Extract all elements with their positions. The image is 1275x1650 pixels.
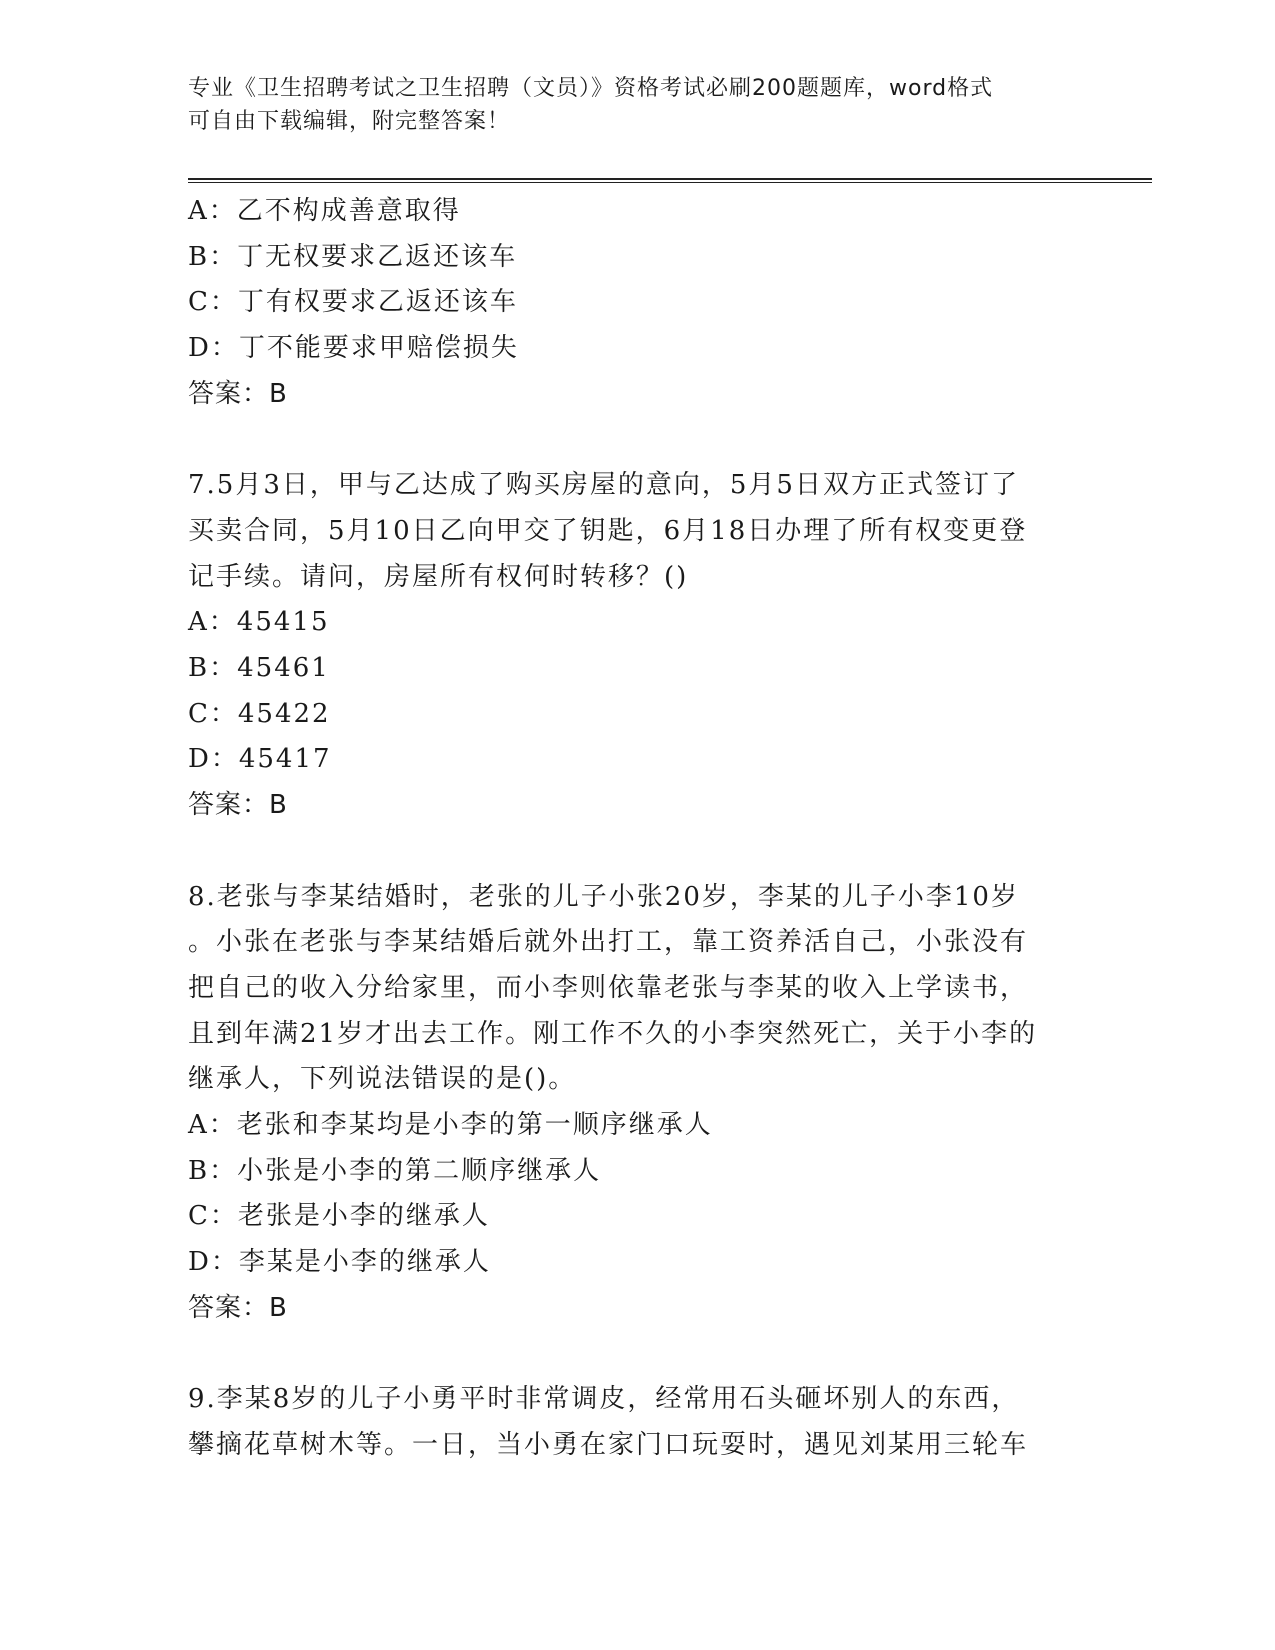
question-6-block [188, 189, 1088, 418]
question-text-line: 记手续。请问，房屋所有权何时转移？() [188, 561, 689, 592]
header-line-2: 可自由下载编辑，附完整答案！ [188, 109, 511, 134]
option-b: B：45461 [188, 653, 330, 684]
option-d: D：45417 [188, 744, 332, 775]
answer: 答案：B [188, 1292, 288, 1323]
option-b: B：小张是小李的第二顺序继承人 [188, 1155, 602, 1186]
question-8-block [188, 875, 1088, 1332]
question-text-line: 攀摘花草树木等。一日，当小勇在家门口玩耍时，遇见刘某用三轮车 [188, 1429, 1029, 1460]
question-text-line: 继承人，下列说法错误的是()。 [188, 1064, 577, 1095]
question-text-line: 。小张在老张与李某结婚后就外出打工，靠工资养活自己，小张没有 [188, 927, 1029, 958]
option-d: D：丁不能要求甲赔偿损失 [188, 333, 519, 364]
option-d: D：李某是小李的继承人 [188, 1247, 491, 1278]
option-c: C：老张是小李的继承人 [188, 1201, 490, 1232]
header-divider [188, 178, 1152, 183]
document-header [188, 72, 1068, 138]
option-c: C：丁有权要求乙返还该车 [188, 287, 518, 318]
option-a: A：老张和李某均是小李的第一顺序继承人 [188, 1110, 713, 1141]
question-text-line: 9.李某8岁的儿子小勇平时非常调皮，经常用石头砸坏别人的东西， [188, 1384, 1020, 1415]
question-text-line: 且到年满21岁才出去工作。刚工作不久的小李突然死亡，关于小李的 [188, 1018, 1038, 1049]
option-a: A：乙不构成善意取得 [188, 196, 461, 226]
option-b: B：丁无权要求乙返还该车 [188, 241, 518, 272]
option-c: C：45422 [188, 698, 331, 729]
option-a: A：45415 [188, 607, 330, 638]
answer: 答案：B [188, 790, 288, 821]
question-content [188, 189, 1088, 1469]
question-text-line: 把自己的收入分给家里，而小李则依靠老张与李某的收入上学读书， [188, 972, 1029, 1003]
question-7-block [188, 463, 1088, 829]
question-text-line: 8.老张与李某结婚时，老张的儿子小张20岁，李某的儿子小李10岁 [188, 881, 1019, 912]
answer: 答案：B [188, 378, 288, 409]
header-line-1: 专业《卫生招聘考试之卫生招聘（文员）》资格考试必刷200题题库，word格式 [188, 76, 994, 101]
question-text-line: 7.5月3日，甲与乙达成了购买房屋的意向，5月5日双方正式签订了 [188, 470, 1019, 501]
question-text-line: 买卖合同，5月10日乙向甲交了钥匙，6月18日办理了所有权变更登 [188, 515, 1028, 546]
question-9-block [188, 1377, 1088, 1468]
